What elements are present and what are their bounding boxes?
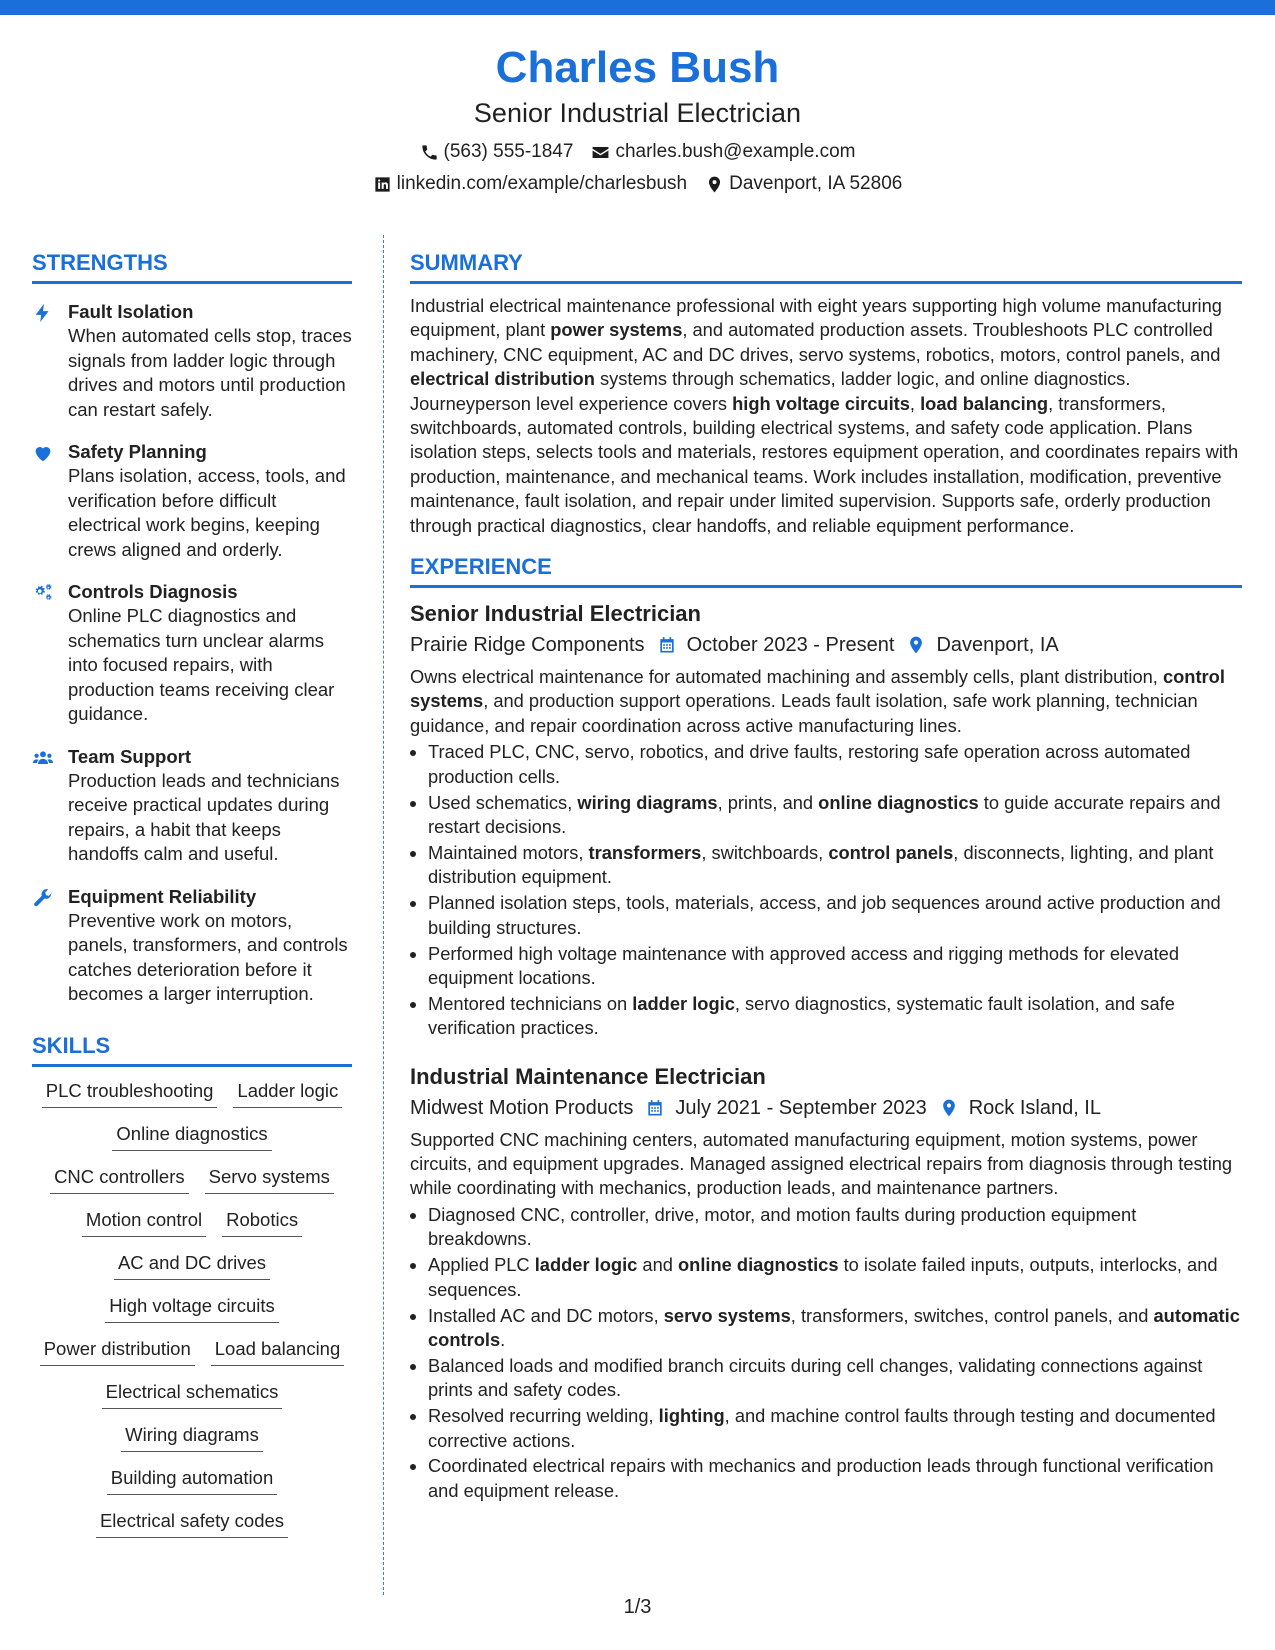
bold-keyword: load balancing — [920, 392, 1049, 414]
wrench-icon — [32, 885, 58, 1007]
text-segment: systems through schematics, ladder logic, and online diagnostics. Journeyperson level experience covers — [410, 368, 1131, 414]
envelope-icon — [591, 143, 610, 162]
text-segment: Planned isolation steps, tools, materials, access, and job sequences around active production and building structures. — [428, 892, 1221, 938]
job-description — [410, 665, 1242, 738]
text-segment: Traced PLC, CNC, servo, robotics, and drive faults, restoring safe operation across automated production cells. — [428, 741, 1191, 787]
skill-tag: Building automation — [107, 1466, 278, 1495]
job-location: Rock Island, IL — [968, 1096, 1101, 1119]
strength-body — [68, 300, 352, 422]
skill-tag: Servo systems — [205, 1165, 334, 1194]
skill-tag: AC and DC drives — [114, 1251, 270, 1280]
job-location: Davenport, IA — [936, 634, 1059, 657]
skill-tag: Online diagnostics — [112, 1122, 271, 1151]
strength-desc: Online PLC diagnostics and schematics turn unclear alarms into focused repairs, with production teams receiving clear guidance. — [68, 605, 335, 724]
job-entry — [410, 600, 1242, 1041]
calendar-icon — [657, 635, 677, 655]
job-dates: July 2021 - September 2023 — [675, 1096, 927, 1119]
skill-tag: Electrical schematics — [102, 1380, 283, 1409]
strengths-heading: STRENGTHS — [32, 250, 352, 284]
bold-keyword: lighting — [658, 1405, 725, 1427]
text-segment: , and automated production assets. Troubleshoots PLC controlled machinery, CNC equipment, AC and DC drives, servo systems, robotics, motors, control panels, and — [410, 319, 1221, 365]
skill-tag: CNC controllers — [50, 1165, 189, 1194]
linkedin-text: linkedin.com/example/charlesbush — [396, 173, 688, 194]
bold-keyword: control panels — [828, 841, 954, 863]
job-company: Midwest Motion Products — [410, 1096, 634, 1119]
bold-keyword: control systems — [410, 666, 1225, 712]
experience-section — [410, 554, 1242, 1503]
heart-icon — [32, 440, 58, 562]
text-segment: Performed high voltage maintenance with approved access and rigging methods for elevated equipment locations. — [428, 942, 1179, 988]
strength-item — [32, 745, 352, 867]
job-company: Prairie Ridge Components — [410, 634, 645, 657]
skill-tag: Robotics — [222, 1208, 302, 1237]
skills-list — [32, 1079, 352, 1538]
bullet-item — [428, 841, 1242, 890]
email-contact[interactable] — [591, 140, 855, 164]
text-segment: Used schematics, — [428, 791, 578, 813]
bold-keyword: power systems — [550, 319, 683, 341]
bullet-item — [428, 1354, 1242, 1403]
skill-tag: High voltage circuits — [105, 1294, 279, 1323]
text-segment: , — [909, 392, 921, 414]
bold-keyword: servo systems — [663, 1304, 791, 1326]
right-column — [410, 250, 1242, 1505]
resume-header — [0, 42, 1275, 196]
text-segment: Resolved recurring welding, — [428, 1405, 659, 1427]
strength-item — [32, 300, 352, 422]
bullet-item — [428, 1304, 1242, 1353]
skill-tag: Wiring diagrams — [121, 1423, 263, 1452]
strength-desc: Production leads and technicians receive practical updates during repairs, a habit that keeps handoffs calm and useful. — [68, 769, 340, 864]
strength-title: Controls Diagnosis — [68, 581, 238, 602]
skill-tag: Electrical safety codes — [96, 1509, 288, 1538]
bold-keyword: automatic controls — [428, 1304, 1240, 1350]
text-segment: Diagnosed CNC, controller, drive, motor, and motion faults during production equipment breakdowns. — [428, 1203, 1137, 1250]
users-icon — [32, 745, 58, 867]
bullet-item — [428, 1454, 1242, 1503]
skill-tag: Load balancing — [211, 1337, 345, 1366]
bullet-item — [428, 942, 1242, 991]
bullet-item — [428, 791, 1242, 840]
contact-row-1 — [0, 140, 1275, 164]
bold-keyword: ladder logic — [534, 1254, 638, 1276]
text-segment: Maintained motors, — [428, 841, 589, 863]
map-pin-icon — [939, 1098, 959, 1118]
strength-body — [68, 745, 352, 867]
text-segment: , and machine control faults through testing and documented corrective actions. — [428, 1405, 1216, 1451]
strength-desc: Preventive work on motors, panels, transformers, and controls catches deterioration before it becomes a larger interruption. — [68, 909, 348, 1004]
bold-keyword: wiring diagrams — [577, 791, 718, 813]
jobs-list — [410, 600, 1242, 1503]
candidate-name: Charles Bush — [495, 43, 780, 92]
text-segment: to guide accurate repairs and restart decisions. — [428, 791, 1221, 837]
email-text: charles.bush@example.com — [615, 141, 856, 162]
text-segment: to isolate failed inputs, outputs, interlocks, and sequences. — [428, 1254, 1218, 1300]
job-dates: October 2023 - Present — [686, 634, 895, 657]
text-segment: Supported CNC machining centers, automated manufacturing equipment, motion systems, power circuits, and equipment upgrades. Managed assigned electrical repairs from diagnosis through testing while coordinating with mechanics, production leads, and maintenance partners. — [410, 1128, 1233, 1199]
phone-contact[interactable] — [420, 140, 574, 164]
text-segment: , transformers, switches, control panels, and — [790, 1304, 1154, 1326]
job-title: Industrial Maintenance Electrician — [410, 1063, 766, 1089]
job-bullets — [410, 1203, 1242, 1503]
text-segment: , prints, and — [717, 791, 819, 813]
strength-desc: When automated cells stop, traces signals from ladder logic through drives and motors until production can restart safely. — [68, 325, 352, 420]
strength-item — [32, 580, 352, 727]
bold-keyword: online diagnostics — [678, 1254, 839, 1276]
job-entry — [410, 1063, 1242, 1504]
linkedin-icon — [373, 175, 392, 194]
location-text: Davenport, IA 52806 — [729, 173, 903, 194]
map-pin-icon — [906, 635, 926, 655]
job-meta — [410, 631, 1242, 659]
text-segment: , and production support operations. Leads fault isolation, safe work planning, technician guidance, and repair coordination across active manufacturing lines. — [410, 690, 1198, 736]
bold-keyword: online diagnostics — [818, 791, 979, 813]
bold-keyword: electrical distribution — [410, 368, 595, 390]
experience-heading: EXPERIENCE — [410, 554, 1242, 588]
calendar-icon — [645, 1098, 665, 1118]
bold-keyword: ladder logic — [632, 992, 735, 1014]
strength-body — [68, 580, 352, 727]
strength-item — [32, 885, 352, 1007]
bullet-item — [428, 1203, 1242, 1252]
job-bullets — [410, 740, 1242, 1040]
text-segment: Coordinated electrical repairs with mechanics and production leads through functional verification and equipment release. — [428, 1455, 1214, 1501]
bullet-item — [428, 1253, 1242, 1302]
phone-icon — [420, 143, 439, 162]
skill-tag: Power distribution — [40, 1337, 195, 1366]
job-title: Senior Industrial Electrician — [410, 601, 701, 627]
strength-body — [68, 440, 352, 562]
bullet-item — [428, 1404, 1242, 1453]
text-segment: , transformers, switchboards, automated controls, building electrical systems, and safety code application. Plans isolation steps, selects tools and materials, restores equipment operation, and coordinates repairs with production, maintenance, and mechanical teams. Work includes installation, modification, preventive maintenance, fault isolation, and repair under limited supervision. Supports safe, orderly production through practical diagnostics, clear handoffs, and reliable equipment performance. — [410, 392, 1239, 536]
skill-tag: Ladder logic — [233, 1079, 342, 1108]
phone-text: (563) 555-1847 — [443, 141, 574, 162]
strength-desc: Plans isolation, access, tools, and verification before difficult electrical work begins, keeping crews aligned and orderly. — [68, 465, 346, 560]
text-segment: and — [637, 1254, 678, 1276]
bolt-icon — [32, 300, 58, 422]
strength-title: Team Support — [68, 745, 191, 767]
top-accent-bar — [0, 0, 1275, 15]
map-pin-icon — [705, 175, 724, 194]
page-number: 1/3 — [623, 1596, 652, 1618]
summary-text — [410, 294, 1242, 538]
contact-row-2 — [0, 172, 1275, 196]
text-segment: , disconnects, lighting, and plant distribution equipment. — [428, 841, 1214, 888]
gears-icon — [32, 580, 58, 727]
candidate-title: Senior Industrial Electrician — [473, 98, 802, 128]
location-contact — [705, 172, 902, 196]
bullet-item — [428, 992, 1242, 1041]
bold-keyword: high voltage circuits — [732, 392, 910, 414]
column-divider — [383, 235, 384, 1595]
text-segment: , switchboards, — [701, 841, 829, 863]
linkedin-contact[interactable] — [373, 172, 687, 196]
text-segment: Applied PLC — [428, 1254, 535, 1276]
job-description — [410, 1128, 1242, 1201]
skill-tag: PLC troubleshooting — [42, 1079, 218, 1108]
text-segment: . — [500, 1328, 506, 1350]
text-segment: Industrial electrical maintenance professional with eight years supporting high volume manufacturing equipment, plant — [410, 295, 1222, 341]
skills-heading: SKILLS — [32, 1033, 352, 1067]
text-segment: Balanced loads and modified branch circuits during cell changes, validating connections against prints and safety codes. — [428, 1354, 1203, 1401]
bullet-item — [428, 891, 1242, 940]
strength-item — [32, 440, 352, 562]
summary-heading: SUMMARY — [410, 250, 1242, 284]
bullet-item — [428, 740, 1242, 789]
bold-keyword: transformers — [588, 841, 702, 863]
strength-title: Safety Planning — [68, 441, 207, 462]
text-segment: Mentored technicians on — [428, 992, 633, 1014]
text-segment: , servo diagnostics, systematic fault isolation, and safe verification practices. — [428, 992, 1175, 1039]
text-segment: Owns electrical maintenance for automated machining and assembly cells, plant distribution, — [410, 666, 1163, 688]
job-meta — [410, 1094, 1242, 1122]
text-segment: Installed AC and DC motors, — [428, 1304, 664, 1326]
left-column — [32, 250, 352, 1538]
strengths-list — [32, 300, 352, 1007]
strength-title: Fault Isolation — [68, 301, 194, 322]
skill-tag: Motion control — [82, 1208, 206, 1237]
strength-title: Equipment Reliability — [68, 885, 257, 907]
strength-body — [68, 885, 352, 1007]
